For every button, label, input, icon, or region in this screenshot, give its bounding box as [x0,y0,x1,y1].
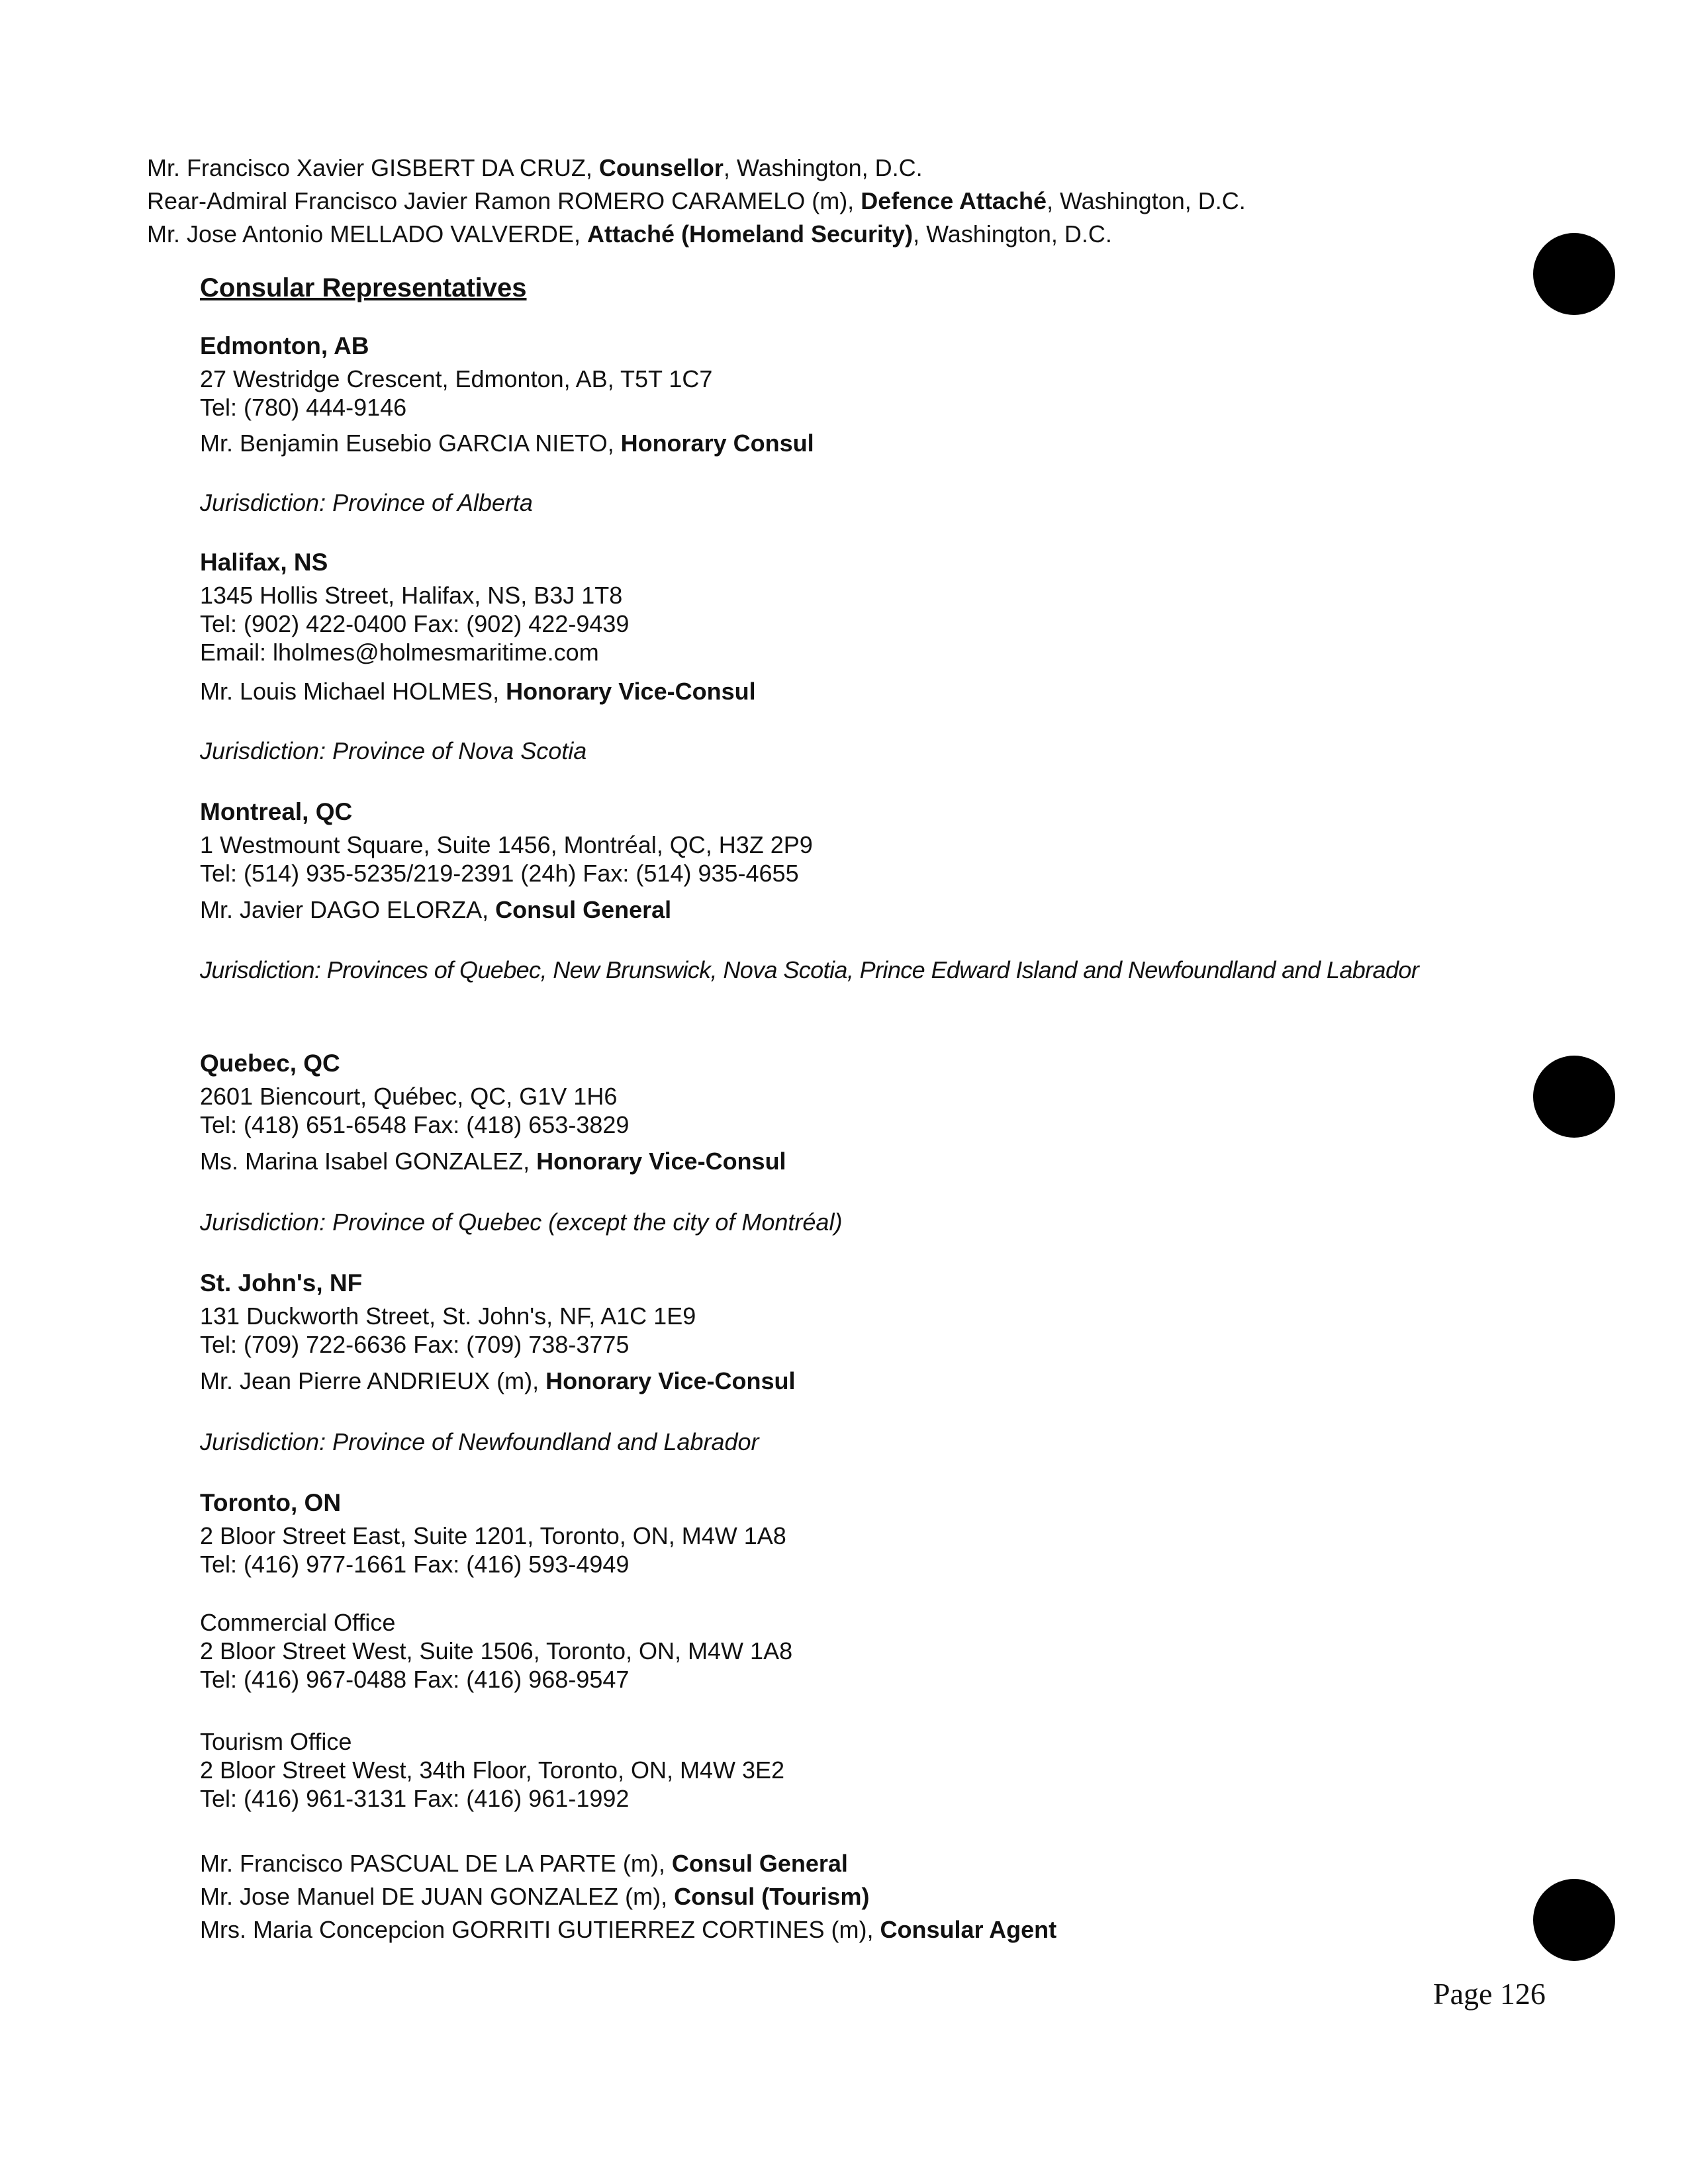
punch-hole-top [1533,233,1615,315]
person-title: Consul General [671,1850,848,1877]
city-heading-montreal: Montreal, QC [200,798,353,825]
toronto-staff-2 [200,1882,869,1911]
toronto-tourism-address: 2 Bloor Street West, 34th Floor, Toronto, ON, M4W 3E2 [200,1756,785,1784]
quebec-person [200,1147,786,1176]
quebec-jurisdiction: Jurisdiction: Province of Quebec (except the city of Montréal) [200,1208,843,1236]
person-title: Honorary Vice-Consul [545,1367,796,1394]
toronto-tourism-tel: Tel: (416) 961-3131 Fax: (416) 961-1992 [200,1785,630,1812]
city-heading-quebec: Quebec, QC [200,1050,340,1077]
attache-name: Mr. Francisco Xavier GISBERT DA CRUZ, [147,154,599,181]
city-heading-st-johns: St. John's, NF [200,1269,363,1297]
toronto-commercial-address: 2 Bloor Street West, Suite 1506, Toronto, ON, M4W 1A8 [200,1637,793,1664]
toronto-address: 2 Bloor Street East, Suite 1201, Toronto, ON, M4W 1A8 [200,1522,786,1549]
halifax-email: Email: lholmes@holmesmaritime.com [200,639,599,666]
person-name: Mr. Jose Manuel DE JUAN GONZALEZ (m), [200,1883,675,1910]
halifax-tel: Tel: (902) 422-0400 Fax: (902) 422-9439 [200,610,630,637]
city-heading-edmonton: Edmonton, AB [200,332,369,359]
attache-line-1 [147,154,923,183]
toronto-commercial-tel: Tel: (416) 967-0488 Fax: (416) 968-9547 [200,1666,630,1693]
montreal-jurisdiction: Jurisdiction: Provinces of Quebec, New Brunswick, Nova Scotia, Prince Edward Island and Newfoundland and Labrador [200,956,1419,983]
city-heading-halifax: Halifax, NS [200,549,328,576]
toronto-tourism-label: Tourism Office [200,1728,352,1755]
quebec-tel: Tel: (418) 651-6548 Fax: (418) 653-3829 [200,1111,630,1138]
person-name: Mr. Louis Michael HOLMES, [200,678,506,705]
attache-title: Attaché (Homeland Security) [586,220,914,248]
toronto-tel: Tel: (416) 977-1661 Fax: (416) 593-4949 [200,1551,630,1578]
attache-line-2 [147,187,1246,216]
person-title: Honorary Vice-Consul [506,678,756,705]
person-title: Consul (Tourism) [674,1883,870,1910]
quebec-address: 2601 Biencourt, Québec, QC, G1V 1H6 [200,1083,618,1110]
person-name: Mr. Jean Pierre ANDRIEUX (m), [200,1367,546,1394]
st-johns-tel: Tel: (709) 722-6636 Fax: (709) 738-3775 [200,1331,630,1358]
halifax-address: 1345 Hollis Street, Halifax, NS, B3J 1T8 [200,582,623,609]
punch-hole-bottom [1533,1879,1615,1961]
montreal-person [200,895,671,925]
attache-location: , Washington, D.C. [913,220,1112,248]
person-title: Honorary Consul [620,430,814,457]
toronto-commercial-label: Commercial Office [200,1609,396,1636]
attache-location: , Washington, D.C. [723,154,923,181]
attache-title: Defence Attaché [861,187,1047,214]
attache-name: Rear-Admiral Francisco Javier Ramon ROMERO CARAMELO (m), [147,187,861,214]
person-title: Consul General [495,896,672,923]
person-name: Mrs. Maria Concepcion GORRITI GUTIERREZ CORTINES (m), [200,1916,880,1943]
edmonton-tel: Tel: (780) 444-9146 [200,394,407,421]
section-heading: Consular Representatives [200,273,527,302]
edmonton-jurisdiction: Jurisdiction: Province of Alberta [200,489,533,516]
st-johns-address: 131 Duckworth Street, St. John's, NF, A1C 1E9 [200,1302,696,1330]
page-number: Page 126 [1433,1977,1546,2011]
toronto-staff-1 [200,1849,848,1878]
attache-line-3 [147,220,1112,249]
edmonton-person [200,429,814,458]
attache-title: Counsellor [598,154,724,181]
attache-name: Mr. Jose Antonio MELLADO VALVERDE, [147,220,587,248]
attache-location: , Washington, D.C. [1046,187,1246,214]
person-name: Mr. Francisco PASCUAL DE LA PARTE (m), [200,1850,672,1877]
person-title: Consular Agent [880,1916,1057,1943]
punch-hole-middle [1533,1056,1615,1138]
person-title: Honorary Vice-Consul [536,1148,786,1175]
city-heading-toronto: Toronto, ON [200,1489,342,1516]
st-johns-jurisdiction: Jurisdiction: Province of Newfoundland and Labrador [200,1428,759,1455]
montreal-address: 1 Westmount Square, Suite 1456, Montréal, QC, H3Z 2P9 [200,831,813,858]
person-name: Mr. Benjamin Eusebio GARCIA NIETO, [200,430,621,457]
edmonton-address: 27 Westridge Crescent, Edmonton, AB, T5T 1C7 [200,365,713,392]
toronto-staff-3 [200,1915,1056,1944]
halifax-jurisdiction: Jurisdiction: Province of Nova Scotia [200,737,587,764]
halifax-person [200,677,756,706]
person-name: Mr. Javier DAGO ELORZA, [200,896,496,923]
montreal-tel: Tel: (514) 935-5235/219-2391 (24h) Fax: (514) 935-4655 [200,860,799,887]
st-johns-person [200,1367,796,1396]
person-name: Ms. Marina Isabel GONZALEZ, [200,1148,537,1175]
